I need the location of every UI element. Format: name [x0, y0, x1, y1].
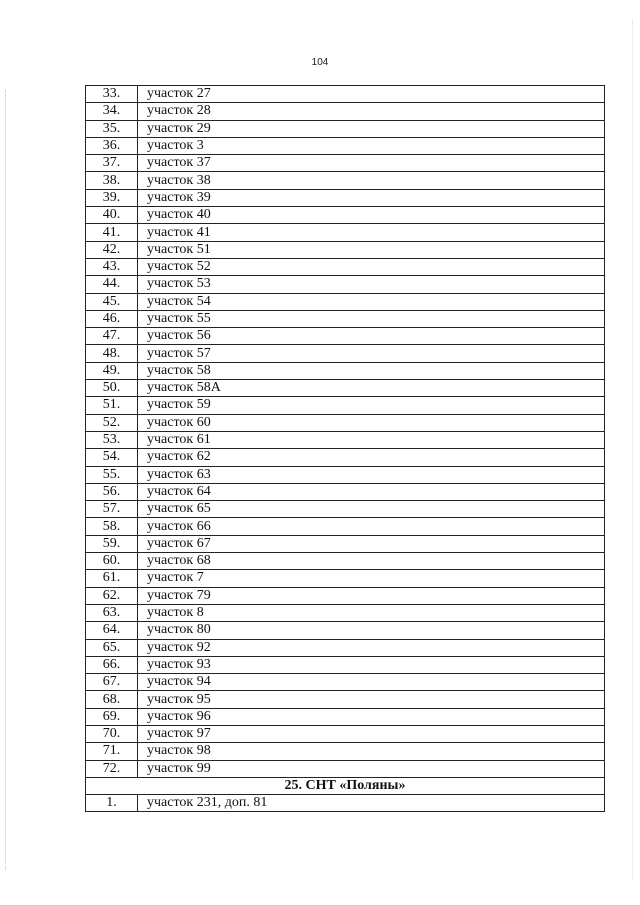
parcel-name: участок 99: [138, 760, 605, 777]
table-row: [86, 622, 605, 639]
row-number: 64.: [86, 622, 138, 639]
table-row: [86, 137, 605, 154]
row-number: 71.: [86, 743, 138, 760]
table-row: [86, 362, 605, 379]
row-number: 45.: [86, 293, 138, 310]
page-number: 104: [311, 57, 329, 68]
row-number: 33.: [86, 86, 138, 103]
scan-edge-right: [632, 20, 633, 880]
table-row: [86, 553, 605, 570]
table-row: [86, 760, 605, 777]
parcel-name: участок 54: [138, 293, 605, 310]
row-number: 60.: [86, 553, 138, 570]
table-row: [86, 310, 605, 327]
row-number: 42.: [86, 241, 138, 258]
row-number: 66.: [86, 656, 138, 673]
section-header-row: [86, 777, 605, 794]
parcel-name: участок 39: [138, 189, 605, 206]
table-row: [86, 380, 605, 397]
parcel-name: участок 66: [138, 518, 605, 535]
table-row: [86, 155, 605, 172]
row-number: 55.: [86, 466, 138, 483]
table-row: [86, 587, 605, 604]
row-number: 69.: [86, 708, 138, 725]
row-number: 72.: [86, 760, 138, 777]
row-number: 46.: [86, 310, 138, 327]
parcel-table-body-b: [86, 795, 605, 812]
parcel-name: участок 3: [138, 137, 605, 154]
row-number: 37.: [86, 155, 138, 172]
row-number: 36.: [86, 137, 138, 154]
table-row: [86, 518, 605, 535]
row-number: 67.: [86, 674, 138, 691]
table-row: [86, 449, 605, 466]
table-row: [86, 656, 605, 673]
parcel-name: участок 95: [138, 691, 605, 708]
table-row: [86, 691, 605, 708]
parcel-name: участок 98: [138, 743, 605, 760]
table-row: [86, 604, 605, 621]
table-row: [86, 345, 605, 362]
parcel-name: участок 29: [138, 120, 605, 137]
row-number: 1.: [86, 795, 138, 812]
parcel-name: участок 53: [138, 276, 605, 293]
row-number: 63.: [86, 604, 138, 621]
parcel-name: участок 65: [138, 501, 605, 518]
section-header-group: [86, 777, 605, 794]
table-row: [86, 224, 605, 241]
parcel-name: участок 68: [138, 553, 605, 570]
table-row: [86, 639, 605, 656]
row-number: 54.: [86, 449, 138, 466]
parcel-table-body-a: [86, 86, 605, 778]
parcel-name: участок 79: [138, 587, 605, 604]
table-row: [86, 501, 605, 518]
table-row: [86, 674, 605, 691]
row-number: 35.: [86, 120, 138, 137]
row-number: 70.: [86, 725, 138, 742]
parcel-name: участок 96: [138, 708, 605, 725]
table-row: [86, 397, 605, 414]
row-number: 44.: [86, 276, 138, 293]
table-row: [86, 328, 605, 345]
table-row: [86, 725, 605, 742]
table-row: [86, 293, 605, 310]
parcel-name: участок 62: [138, 449, 605, 466]
row-number: 53.: [86, 431, 138, 448]
table-row: [86, 120, 605, 137]
parcel-name: участок 40: [138, 207, 605, 224]
table-row: [86, 743, 605, 760]
table-row: [86, 241, 605, 258]
table-row: [86, 172, 605, 189]
row-number: 62.: [86, 587, 138, 604]
table-row: [86, 86, 605, 103]
parcel-name: участок 63: [138, 466, 605, 483]
row-number: 39.: [86, 189, 138, 206]
table-row: [86, 103, 605, 120]
row-number: 47.: [86, 328, 138, 345]
row-number: 50.: [86, 380, 138, 397]
parcel-name: участок 28: [138, 103, 605, 120]
table-row: [86, 431, 605, 448]
parcel-name: участок 92: [138, 639, 605, 656]
row-number: 68.: [86, 691, 138, 708]
parcel-name: участок 27: [138, 86, 605, 103]
table-row: [86, 483, 605, 500]
table-row: [86, 708, 605, 725]
row-number: 61.: [86, 570, 138, 587]
row-number: 40.: [86, 207, 138, 224]
table-row: [86, 570, 605, 587]
parcel-name: участок 93: [138, 656, 605, 673]
row-number: 41.: [86, 224, 138, 241]
table-row: [86, 276, 605, 293]
row-number: 52.: [86, 414, 138, 431]
row-number: 43.: [86, 258, 138, 275]
table-row: [86, 207, 605, 224]
row-number: 57.: [86, 501, 138, 518]
parcel-name: участок 60: [138, 414, 605, 431]
parcel-name: участок 67: [138, 535, 605, 552]
row-number: 34.: [86, 103, 138, 120]
table-row: [86, 258, 605, 275]
scan-edge-left: [5, 90, 6, 870]
parcel-name: участок 64: [138, 483, 605, 500]
parcel-name: участок 38: [138, 172, 605, 189]
parcel-name: участок 37: [138, 155, 605, 172]
section-title: 25. СНТ «Поляны»: [86, 777, 605, 794]
row-number: 38.: [86, 172, 138, 189]
parcel-name: участок 7: [138, 570, 605, 587]
parcel-name: участок 58: [138, 362, 605, 379]
parcel-name: участок 94: [138, 674, 605, 691]
table-row: [86, 414, 605, 431]
parcel-name: участок 56: [138, 328, 605, 345]
table-row: [86, 535, 605, 552]
parcel-name: участок 61: [138, 431, 605, 448]
parcel-name: участок 59: [138, 397, 605, 414]
parcel-name: участок 55: [138, 310, 605, 327]
parcel-name: участок 57: [138, 345, 605, 362]
table-row: [86, 466, 605, 483]
row-number: 51.: [86, 397, 138, 414]
table-row: [86, 189, 605, 206]
parcel-name: участок 8: [138, 604, 605, 621]
parcel-name: участок 52: [138, 258, 605, 275]
row-number: 58.: [86, 518, 138, 535]
row-number: 65.: [86, 639, 138, 656]
parcel-name: участок 41: [138, 224, 605, 241]
parcel-name: участок 231, доп. 81: [138, 795, 605, 812]
row-number: 56.: [86, 483, 138, 500]
parcel-name: участок 80: [138, 622, 605, 639]
table-row: [86, 795, 605, 812]
row-number: 59.: [86, 535, 138, 552]
parcel-name: участок 58А: [138, 380, 605, 397]
parcel-table: [85, 85, 605, 812]
row-number: 49.: [86, 362, 138, 379]
row-number: 48.: [86, 345, 138, 362]
parcel-name: участок 97: [138, 725, 605, 742]
parcel-name: участок 51: [138, 241, 605, 258]
